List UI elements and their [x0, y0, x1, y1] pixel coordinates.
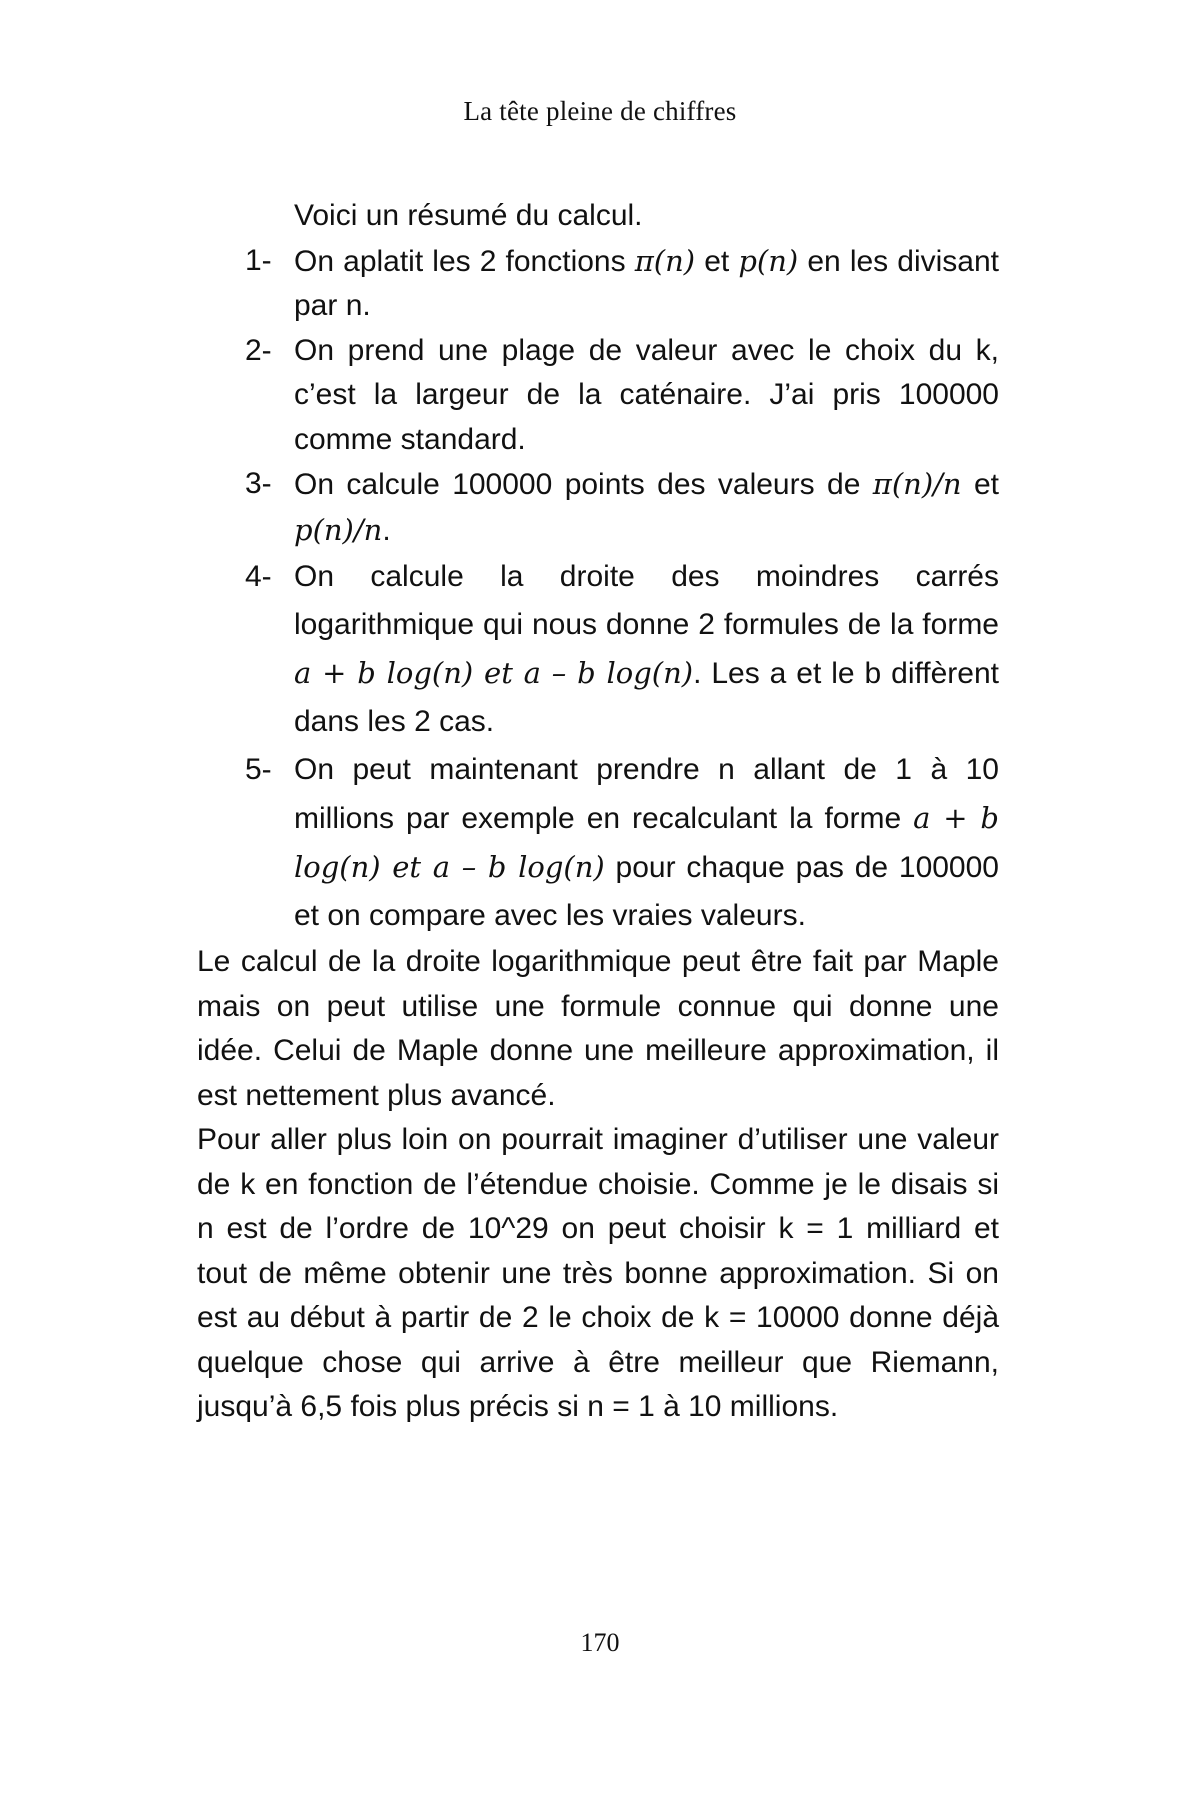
math-expression: π(n)/n [872, 467, 962, 501]
step-text: On calcule la droite des moindres carrés logarithmique qui nous donne 2 formules de la forme [294, 560, 999, 641]
list-item-step-5 [197, 746, 999, 940]
list-item-step-1 [197, 239, 999, 329]
step-text: et [961, 468, 1000, 501]
step-text: . [382, 513, 391, 547]
paragraph-maple: Le calcul de la droite logarithmique peut être fait par Maple mais on peut utilise une formule connue qui donne une idée. Celui de Maple donne une meilleure approximation, il est nettement plus avancé. [197, 945, 999, 1112]
page-number: 170 [580, 1628, 620, 1657]
list-item-step-2 [197, 329, 999, 463]
step-text: On peut maintenant prendre n allant de 1 à 10 millions par exemple en recalculant la forme [294, 753, 999, 835]
list-item-step-4 [197, 553, 999, 746]
math-expression: a + b log(n) et a – b log(n) [294, 801, 999, 884]
steps-list [197, 239, 999, 941]
math-expression: a + b log(n) et a – b log(n) [294, 656, 694, 690]
math-expression: p(n) [738, 243, 799, 278]
step-text: et [695, 244, 739, 278]
intro-line: Voici un résumé du calcul. [294, 199, 643, 232]
math-expression: π(n) [634, 243, 696, 278]
step-text: On aplatit les 2 fonctions [294, 244, 635, 278]
step-text: pour chaque pas de 100000 et on compare avec les vraies valeurs. [294, 851, 999, 932]
step-number: 4- [245, 560, 272, 593]
step-text: . Les a et le b diffèrent dans les 2 cas. [294, 657, 1000, 738]
page-body [197, 194, 999, 1430]
math-expression: p(n)/n [294, 512, 383, 547]
step-number: 2- [245, 333, 272, 367]
step-text: On prend une plage de valeur avec le choix du k, c’est la largeur de la caténaire. J’ai pris 100000 comme standard. [294, 333, 999, 456]
step-number: 1- [245, 243, 272, 277]
running-header: La tête pleine de chiffres [463, 96, 737, 126]
step-text: en les divisant par n. [294, 244, 999, 322]
step-number: 3- [245, 467, 272, 500]
paragraph-further: Pour aller plus loin on pourrait imaginer d’utiliser une valeur de k en fonction de l’étendue choisie. Comme je le disais si n est de l’ordre de 10^29 on peut choisir k = 1 milliard et tout de même obtenir une très bonne approximation. Si on est au début à partir de 2 le choix de k = 10000 donne déjà quelque chose qui arrive à être meilleur que Riemann, jusqu’à 6,5 fois plus précis si n = 1 à 10 millions. [197, 1123, 999, 1423]
step-text: On calcule 100000 points des valeurs de [294, 468, 873, 501]
step-number: 5- [245, 753, 272, 786]
list-item-step-3 [197, 462, 999, 553]
